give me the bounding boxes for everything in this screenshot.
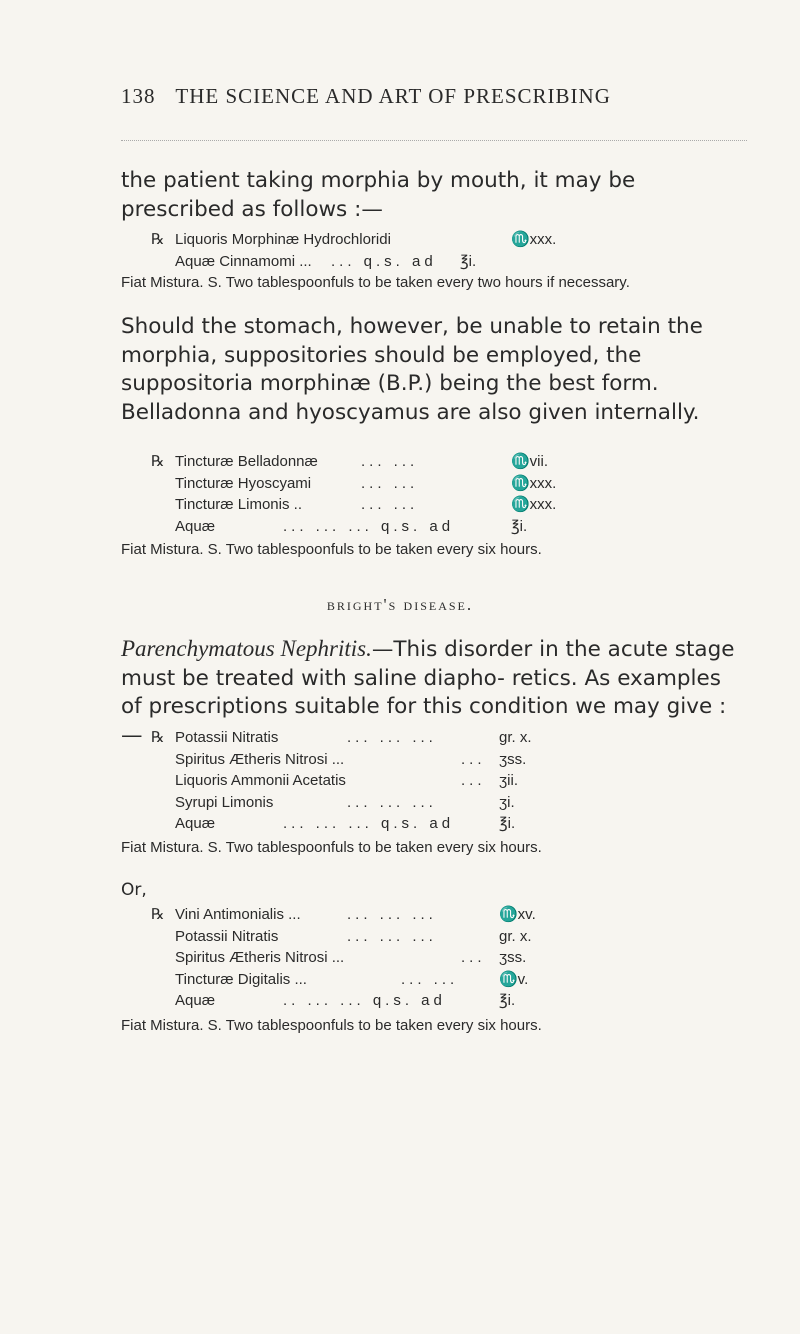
header-rule	[121, 140, 747, 141]
recipe-symbol: ℞	[151, 452, 165, 470]
leader-dots: ...	[461, 772, 486, 789]
quantity: ♏vii.	[511, 453, 549, 470]
ingredient: Tincturæ Limonis ..	[175, 496, 302, 513]
quantity: ʒss.	[499, 949, 527, 966]
leader-dots: ... ... ...	[347, 906, 437, 923]
quantity: ♏xxx.	[511, 474, 557, 492]
ingredient: Potassii Nitratis	[175, 927, 279, 945]
ingredient: Tincturæ Digitalis ...	[175, 970, 307, 988]
ingredient: Tincturæ Belladonnæ	[175, 453, 318, 470]
running-title: THE SCIENCE AND ART OF PRESCRIBING	[175, 84, 611, 108]
leader-dots: .. ... ... q.s. ad	[283, 992, 446, 1009]
body-paragraph: Should the stomach, however, be unable to retain the morphia, suppositories should be employed, the suppositoria morphinæ (B.P.) being the best form. Belladonna and hyoscyamus are also given internally.	[121, 314, 703, 425]
recipe-symbol: ℞	[151, 230, 165, 248]
intro-paragraph: the patient taking morphia by mouth, it may be prescribed as follows :—	[121, 168, 636, 222]
leader-dots: ...	[461, 750, 486, 768]
leader-dots: ... ...	[401, 970, 459, 988]
leader-dots: ... ... ...	[347, 729, 437, 746]
ingredient: Aquæ	[175, 992, 216, 1009]
paragraph-text: —This disorder in the acute stage must be treated with saline diapho- retics. As examples of prescriptions suitable for this condition we may give :—	[121, 637, 735, 748]
quantity: ♏xxx.	[511, 496, 557, 513]
leader-dots: ... ...	[361, 474, 419, 492]
quantity: ℥i.	[499, 815, 516, 832]
leader-dots: ...	[461, 949, 486, 966]
page-number: 138	[121, 84, 156, 108]
quantity: gr. x.	[499, 729, 532, 746]
ingredient: Tincturæ Hyoscyami	[175, 474, 312, 492]
leader-dots: ... ...	[361, 453, 419, 470]
quantity: ♏xv.	[499, 906, 536, 923]
recipe-symbol: ℞	[151, 905, 165, 923]
ingredient: Liquoris Morphinæ Hydrochloridi	[175, 231, 391, 248]
ingredient: Liquoris Ammonii Acetatis	[175, 772, 346, 789]
rx3-directions: Fiat Mistura. S. Two tablespoonfuls to be taken every six hours.	[121, 839, 542, 856]
leader-dots: ... ... ...	[347, 793, 437, 811]
quantity: ℥i.	[499, 992, 516, 1009]
quantity: gr. x.	[499, 927, 532, 945]
leader-dots: ... ... ...	[347, 927, 437, 945]
rx2-directions: Fiat Mistura. S. Two tablespoonfuls to be taken every six hours.	[121, 541, 542, 558]
leader-dots: ... ... ... q.s. ad	[283, 815, 455, 832]
ingredient: Spiritus Ætheris Nitrosi ...	[175, 750, 345, 768]
ingredient: Aquæ Cinnamomi ...	[175, 252, 312, 270]
section-title: bright's disease.	[326, 595, 474, 614]
ingredient: Aquæ	[175, 815, 216, 832]
quantity: ℥i.	[511, 517, 528, 535]
or-text: Or,	[121, 880, 147, 900]
leader-dots: ... ...	[361, 496, 419, 513]
leader-dots: ... ... ... q.s. ad	[283, 517, 455, 535]
rx1-directions: Fiat Mistura. S. Two tablespoonfuls to be taken every two hours if necessary.	[121, 274, 630, 291]
quantity: ʒii.	[499, 772, 519, 789]
recipe-symbol: ℞	[151, 728, 165, 746]
running-header	[121, 84, 611, 109]
ingredient: Vini Antimonialis ...	[175, 906, 301, 923]
quantity: ʒi.	[499, 793, 515, 811]
quantity: ℥i.	[460, 252, 477, 270]
quantity: ʒss.	[499, 750, 527, 768]
ingredient: Syrupi Limonis	[175, 793, 274, 811]
quantity: ♏xxx.	[511, 231, 557, 248]
leader-dots: ... q.s. ad	[331, 252, 437, 270]
ingredient: Spiritus Ætheris Nitrosi ...	[175, 949, 345, 966]
rx4-directions: Fiat Mistura. S. Two tablespoonfuls to be taken every six hours.	[121, 1017, 542, 1034]
ingredient: Aquæ	[175, 517, 216, 535]
ingredient: Potassii Nitratis	[175, 729, 279, 746]
subheading-italic: Parenchymatous Nephritis.	[121, 636, 372, 661]
quantity: ♏v.	[499, 970, 529, 988]
